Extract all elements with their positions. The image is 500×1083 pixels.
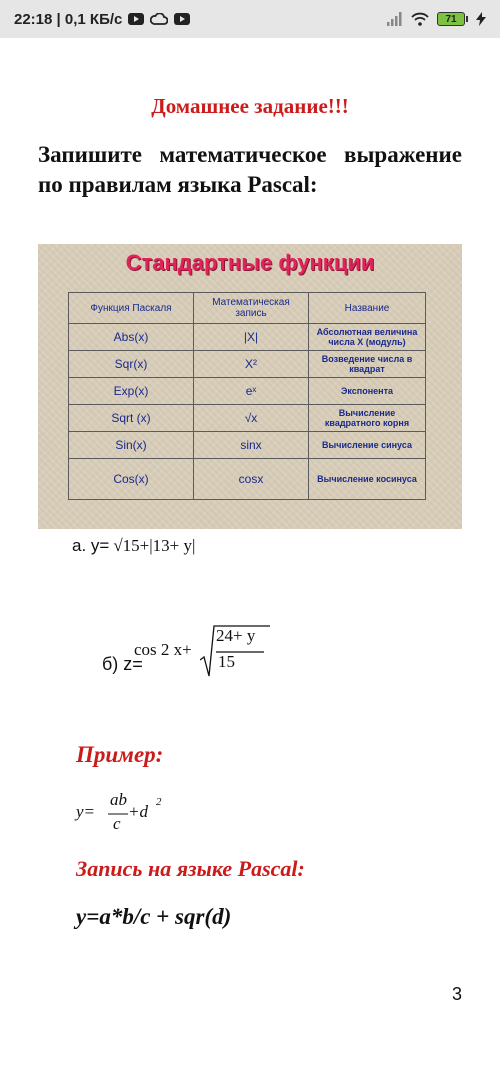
table-row — [69, 351, 426, 378]
example-label: Пример: — [76, 742, 164, 767]
youtube-icon — [174, 13, 190, 25]
functions-table — [68, 292, 426, 500]
table-header-row — [69, 293, 426, 324]
example-rest: +d — [128, 802, 148, 821]
cell-pascal: Sqr(x) — [69, 351, 194, 378]
cell-math: cosx — [194, 459, 309, 500]
page-number: 3 — [451, 984, 462, 1004]
table-title: Стандартные функции — [125, 250, 375, 275]
cell-name: Вычисление косинуса — [309, 459, 426, 500]
wifi-icon — [411, 12, 429, 26]
formula-b — [102, 620, 282, 680]
header-math: Математическая запись — [194, 293, 309, 324]
pascal-label: Запись на языке Pascal: — [76, 856, 305, 881]
cell-pascal: Sin(x) — [69, 432, 194, 459]
table-row — [69, 378, 426, 405]
cell-name: Вычисление квадратного корня — [309, 405, 426, 432]
cell-name: Экспонента — [309, 378, 426, 405]
cell-name: Абсолютная величина числа Х (модуль) — [309, 324, 426, 351]
cell-pascal: Sqrt (x) — [69, 405, 194, 432]
pascal-code: y=a*b/c + sqr(d) — [76, 904, 232, 929]
battery-icon — [437, 12, 468, 26]
cell-math: eˣ — [194, 378, 309, 405]
standard-functions-image — [38, 244, 462, 529]
table-row — [69, 459, 426, 500]
formula-a — [72, 536, 195, 556]
battery-level: 71 — [437, 12, 465, 26]
cell-math: |X| — [194, 324, 309, 351]
table-row — [69, 324, 426, 351]
task-text: Запишите математическое выражение по правилам языка Pascal: — [38, 142, 462, 197]
formula-b-denominator: 15 — [218, 652, 235, 671]
cell-name: Вычисление синуса — [309, 432, 426, 459]
cell-math: X² — [194, 351, 309, 378]
homework-title: Домашнее задание!!! — [151, 94, 349, 118]
formula-b-cos: cos 2 x+ — [134, 640, 192, 659]
cell-math: √x — [194, 405, 309, 432]
status-time: 22:18 | 0,1 КБ/с — [14, 10, 123, 28]
example-denominator: c — [113, 814, 121, 833]
example-numerator: ab — [110, 790, 127, 809]
example-formula — [76, 790, 196, 840]
document-page — [0, 38, 500, 1083]
status-right — [387, 12, 486, 26]
example-power: 2 — [156, 796, 162, 808]
formula-a-label: а. у= — [72, 536, 110, 555]
cell-math: sinx — [194, 432, 309, 459]
formula-b-numerator: 24+ y — [216, 626, 256, 645]
example-lhs: y= — [76, 802, 96, 821]
charging-icon — [476, 12, 486, 26]
signal-icon — [387, 12, 403, 26]
cell-pascal: Abs(x) — [69, 324, 194, 351]
status-left — [14, 11, 190, 28]
header-name: Название — [309, 293, 426, 324]
formula-a-expression: √15+|13+ y| — [113, 536, 196, 555]
youtube-icon — [128, 13, 144, 25]
table-row — [69, 432, 426, 459]
cloud-icon — [150, 13, 168, 25]
cell-name: Возведение числа в квадрат — [309, 351, 426, 378]
status-bar — [0, 0, 500, 38]
formula-b-label: б) z= — [102, 654, 143, 674]
cell-pascal: Cos(x) — [69, 459, 194, 500]
cell-pascal: Exp(x) — [69, 378, 194, 405]
header-pascal: Функция Паскаля — [69, 293, 194, 324]
table-row — [69, 405, 426, 432]
